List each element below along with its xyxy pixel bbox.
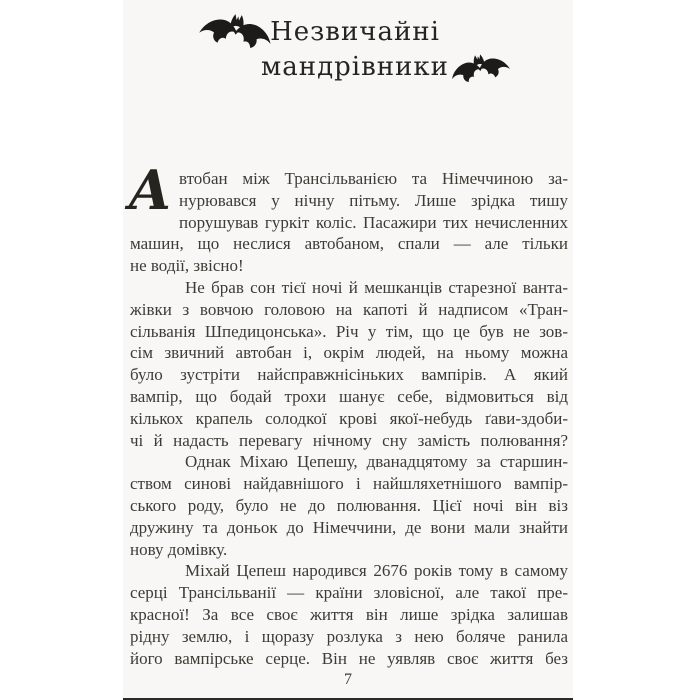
text-line: красної! За все своє життя він лише зрідка залишав	[130, 604, 568, 624]
text-line: вампір, що бодай трохи шанує себе, відмовиться від	[130, 386, 568, 406]
paragraph	[130, 560, 568, 669]
text-line: втобан між Трансільванією та Німеччиною за-	[178, 169, 568, 188]
text-line: Міхай Цепеш народився 2676 років тому в самому	[185, 561, 568, 581]
text-line: було зустріти найсправжнісіньких вампірів. А який	[130, 365, 568, 385]
chapter-header	[123, 0, 573, 110]
text-line: порушував гуркіт коліс. Пасажири тих нечисленних	[178, 212, 568, 232]
text-line: нурювався у нічну пітьму. Лише зрідка тишу	[178, 190, 568, 210]
text-line: не водії, звісно!	[130, 256, 244, 276]
body-text	[128, 158, 568, 669]
text-line: жівки з вовчою головою на капоті й надписом «Тран-	[130, 299, 568, 319]
text-line: чі й надасть перевагу нічному сну замість полювання?	[130, 430, 568, 450]
text-line: ського роду, було не до полювання. Цієї ночі він віз	[130, 495, 568, 515]
bat-icon	[445, 40, 514, 97]
paragraph	[128, 158, 568, 277]
page-number: 7	[344, 671, 352, 688]
text-line: серці Трансільванії — країни зловісної, але такої пре-	[130, 583, 568, 603]
text-line: нову домівку.	[130, 539, 228, 559]
book-page	[123, 0, 573, 700]
text-line: дружину та доньок до Німеччини, де вони мали знайти	[130, 517, 568, 537]
paragraph	[130, 277, 568, 451]
chapter-title-line-1: Незвичайні	[270, 17, 440, 47]
text-line: його вампірське серце. Він не уявляв своє життя без	[130, 648, 568, 668]
paragraph	[130, 451, 568, 560]
text-line: кількох крапель солодкої крові якої-небудь ґави-здоби-	[130, 408, 568, 428]
text-line: рідну землю, і щоразу розлука з нею боляче ранила	[130, 626, 568, 646]
text-line: Однак Міхаю Цепешу, дванадцятому за старшин-	[185, 452, 568, 472]
chapter-title-line-2: мандрівники	[261, 52, 449, 82]
drop-cap: А	[128, 158, 172, 222]
text-line: сільванія Шпедицонська». Річ у тім, що це був не зов-	[130, 321, 568, 341]
text-line: машин, що неслися автобаном, спали — але тільки	[130, 234, 568, 254]
text-line: сім звичний автобан і, окрім людей, на ньому можна	[130, 343, 568, 363]
text-line: Не брав сон тієї ночі й мешканців старезної ванта-	[185, 277, 568, 297]
text-line: ством синові найдавнішого і найшляхетнішого вампір-	[130, 474, 568, 494]
